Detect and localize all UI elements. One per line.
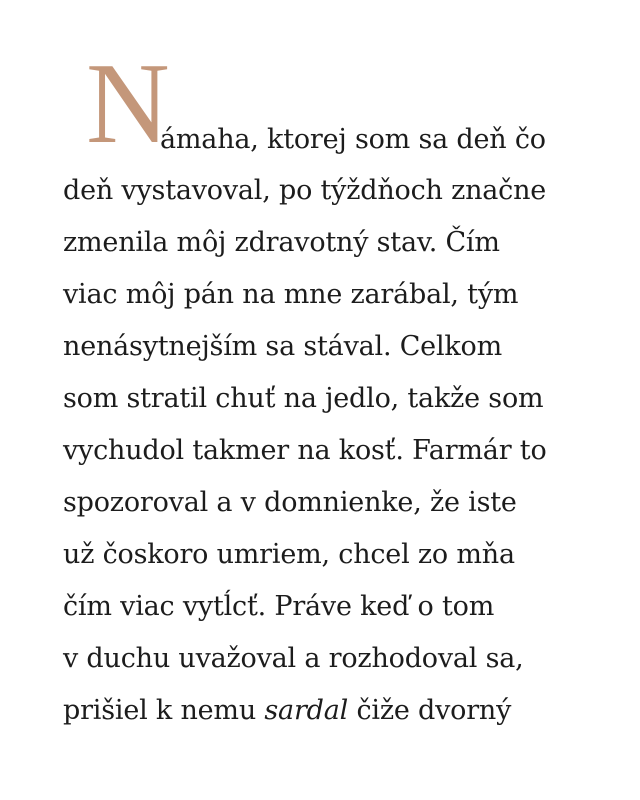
text-line-10: čím viac vytĺcť. Práve keď o tom <box>63 591 495 622</box>
text-line-3: zmenila môj zdravotný stav. Čím <box>63 227 500 258</box>
text-line-5: nenásytnejším sa stával. Celkom <box>63 331 503 362</box>
text-line-4: viac môj pán na mne zarábal, tým <box>63 279 519 310</box>
text-line-11: v duchu uvažoval a rozhodoval sa, <box>63 643 524 674</box>
text-line-8: spozoroval a v domnienke, že iste <box>63 487 517 518</box>
text-line-1: ámaha, ktorej som sa deň čo <box>160 124 546 155</box>
italic-term: sardal <box>264 695 349 726</box>
text-line-9: už čoskoro umriem, chcel zo mňa <box>63 539 515 570</box>
text-line-7: vychudol takmer na kosť. Farmár to <box>63 435 547 466</box>
text-line-12-start: prišiel k nemu <box>63 695 265 726</box>
text-line-12-end: čiže dvorný <box>348 695 512 726</box>
drop-cap: N <box>86 40 170 168</box>
text-line-6: som stratil chuť na jedlo, takže som <box>63 383 544 414</box>
text-line-12 <box>63 697 511 724</box>
text-line-2: deň vystavoval, po týždňoch značne <box>63 175 547 206</box>
